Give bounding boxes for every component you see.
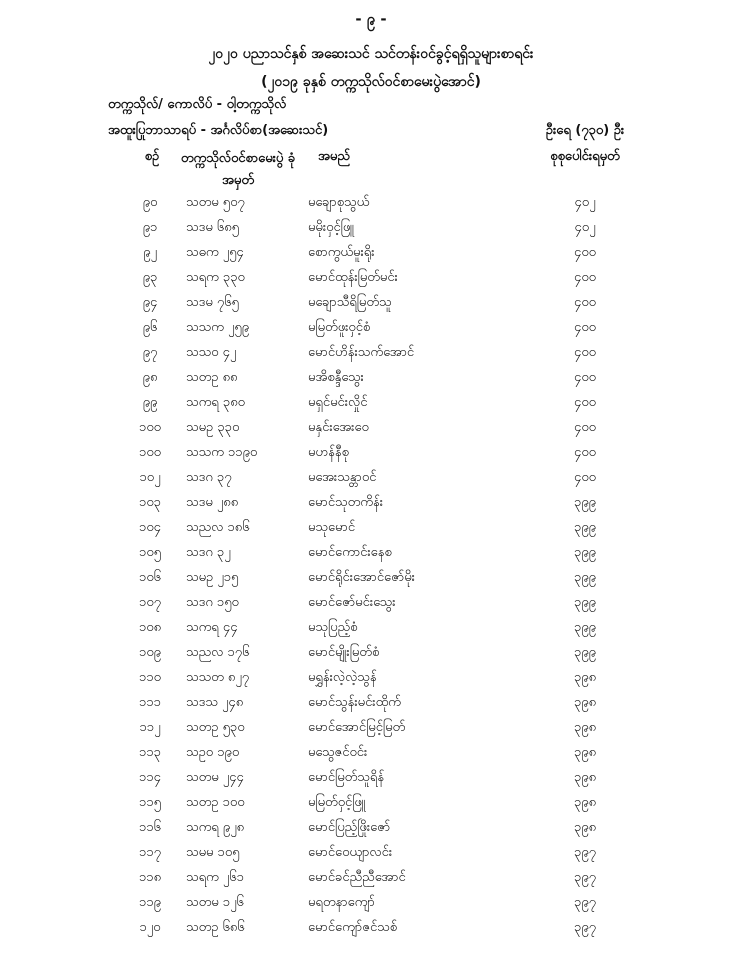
- row-student-name: မသွေဇင်ဝင်း: [308, 745, 368, 760]
- row-serial-number: ၉၇: [142, 345, 158, 360]
- table-row: [0, 894, 742, 919]
- row-student-name: မချောသီရိမြတ်သူ: [308, 295, 392, 310]
- table-row: [0, 369, 742, 394]
- row-total-score: ၄၀၀: [574, 345, 596, 360]
- major-subject-line: အထူးပြုဘာသာရပ် - အင်္ဂလိပ်စာ(အဆေးသင်): [108, 123, 329, 138]
- row-serial-number: ၁၁၄: [139, 770, 161, 785]
- row-serial-number: ၁၀၀: [139, 420, 161, 435]
- row-serial-number: ၁၁၇: [139, 845, 161, 860]
- table-row: [0, 244, 742, 269]
- row-serial-number: ၉၃: [142, 270, 158, 285]
- row-roll-number: သရက ၃၃၀: [186, 270, 245, 285]
- row-total-score: ၄၀၂: [574, 220, 596, 235]
- table-row: [0, 519, 742, 544]
- document-subtitle: (၂၀၁၉ ခုနှစ် တက္ကသိုလ်ဝင်စာမေးပွဲအောင်): [261, 74, 481, 90]
- row-roll-number: သဒဂ ၃၂: [186, 545, 231, 560]
- row-total-score: ၃၉၉: [574, 620, 596, 635]
- row-roll-number: သသဝ ၄၂: [186, 345, 237, 360]
- row-roll-number: သတမ ၂၄၄: [186, 770, 244, 785]
- row-roll-number: သကရ ၄၄: [186, 620, 238, 635]
- row-roll-number: သကရ ၉၂၈: [186, 820, 245, 835]
- row-student-name: မဟန်နီစု: [308, 445, 349, 460]
- row-student-name: မအိစန္ဒီသွေး: [308, 370, 364, 385]
- row-total-score: ၃၉၇: [574, 895, 596, 910]
- row-roll-number: သဒမ ၂၈၈: [186, 495, 239, 510]
- table-row: [0, 444, 742, 469]
- row-student-name: မောင်သွန်းမင်းထိုက်: [308, 695, 401, 710]
- row-roll-number: သမမ ၁၀၅: [186, 845, 240, 860]
- row-serial-number: ၁၁၅: [139, 795, 161, 810]
- row-serial-number: ၁၁၆: [139, 820, 161, 835]
- row-serial-number: ၁၀၂: [139, 470, 161, 485]
- table-row: [0, 594, 742, 619]
- student-list: [0, 194, 742, 944]
- table-row: [0, 619, 742, 644]
- table-row: [0, 669, 742, 694]
- row-serial-number: ၉၄: [142, 295, 158, 310]
- table-row: [0, 869, 742, 894]
- row-roll-number: သတမ ၁၂၆: [186, 895, 244, 910]
- row-total-score: ၄၀၀: [574, 420, 596, 435]
- page-number: - ၉ -: [355, 10, 387, 28]
- row-student-name: မရွှန်းလဲ့လဲ့သွန်: [308, 670, 377, 685]
- row-student-name: မရှင်မင်းလှိုင်: [308, 395, 368, 410]
- table-row: [0, 494, 742, 519]
- row-roll-number: သဒသ ၂၄၈: [186, 695, 244, 710]
- row-student-name: မောင်ကောင်းနေစ: [308, 545, 392, 560]
- table-row: [0, 419, 742, 444]
- row-total-score: ၄၀၀: [574, 245, 596, 260]
- row-serial-number: ၁၁၀: [139, 670, 161, 685]
- row-student-name: မောင်ပြည့်ဖြိုးဇော်: [308, 820, 391, 835]
- row-roll-number: သညလ ၁၈၆: [186, 520, 250, 535]
- row-serial-number: ၉၉: [142, 395, 158, 410]
- row-serial-number: ၁၁၃: [139, 745, 161, 760]
- row-roll-number: သဒမ ၇၆၅: [186, 295, 239, 310]
- row-student-name: မမြတ်ဖူးဝှင့်စံ: [308, 320, 371, 335]
- row-serial-number: ၉၈: [142, 370, 158, 385]
- table-row: [0, 544, 742, 569]
- row-total-score: ၃၉၇: [574, 920, 596, 935]
- row-roll-number: သဥဝ ၁၉၀: [186, 745, 240, 760]
- row-total-score: ၃၉၉: [574, 520, 596, 535]
- row-student-name: မောင်ထုန်းမြတ်မင်း: [308, 270, 398, 285]
- row-student-name: စောကွယ်မူးရိုး: [308, 245, 375, 260]
- row-student-name: မောင်ရိုင်းအောင်ဇော်မိုး: [308, 570, 415, 585]
- row-total-score: ၃၉၈: [573, 695, 597, 710]
- row-serial-number: ၉၀: [142, 195, 158, 210]
- document-title: ၂၀၂၀ ပညာသင်နှစ် အဆေးသင် သင်တန်းဝင်ခွင့်ရရှိသူများစာရင်း: [208, 46, 534, 62]
- table-row: [0, 819, 742, 844]
- table-row: [0, 569, 742, 594]
- row-total-score: ၃၉၈: [573, 670, 597, 685]
- row-student-name: မောင်ဝေယျာလင်း: [308, 845, 393, 860]
- row-student-name: မရတနာကျော်: [308, 895, 375, 910]
- row-total-score: ၄၀၀: [574, 395, 596, 410]
- row-student-name: မအေးသန္တာဝင်: [308, 470, 377, 485]
- row-serial-number: ၁၀၆: [139, 570, 161, 585]
- row-serial-number: ၁၀၇: [139, 595, 161, 610]
- table-row: [0, 644, 742, 669]
- table-row: [0, 294, 742, 319]
- row-student-name: မသုမောင်: [308, 520, 356, 535]
- table-row: [0, 269, 742, 294]
- row-roll-number: သတဥ ၆၈၆: [186, 920, 245, 935]
- table-row: [0, 794, 742, 819]
- row-serial-number: ၁၁၁: [139, 695, 161, 710]
- row-roll-number: သဒဂ ၃၇: [186, 470, 232, 485]
- header-roll-number: တက္ကသိုလ်ဝင်စာမေးပွဲ ခုံအမှတ်: [180, 151, 296, 188]
- table-row: [0, 469, 742, 494]
- row-roll-number: သမဥ ၃၃၀: [186, 420, 240, 435]
- row-student-name: မနှင်းအေးဝေ: [308, 420, 369, 435]
- headcount-label: ဦးရေ (၇၃၀) ဦး: [545, 123, 625, 138]
- table-row: [0, 694, 742, 719]
- table-row: [0, 719, 742, 744]
- row-total-score: ၃၉၈: [573, 770, 597, 785]
- row-total-score: ၃၉၉: [574, 545, 596, 560]
- row-total-score: ၄၀၀: [574, 445, 596, 460]
- row-roll-number: သဒဂ ၁၅၀: [186, 595, 239, 610]
- row-total-score: ၄၀၀: [574, 470, 596, 485]
- row-roll-number: သသတ ၈၂၇: [186, 670, 250, 685]
- table-row: [0, 194, 742, 219]
- row-student-name: မောင်ကျော်ဇင်သစ်: [308, 920, 398, 935]
- row-total-score: ၄၀၀: [574, 270, 596, 285]
- row-total-score: ၄၀၂: [574, 195, 596, 210]
- row-total-score: ၄၀၀: [574, 295, 596, 310]
- row-roll-number: သသက ၂၅၉: [186, 320, 250, 335]
- row-serial-number: ၁၁၂: [139, 720, 161, 735]
- table-row: [0, 344, 742, 369]
- row-roll-number: သသက ၁၁၉၀: [186, 445, 258, 460]
- row-serial-number: ၁၁၈: [138, 870, 162, 885]
- row-total-score: ၃၉၉: [574, 495, 596, 510]
- row-roll-number: သညလ ၁၇၆: [186, 645, 250, 660]
- row-serial-number: ၁၀၀: [139, 445, 161, 460]
- header-total-score: စုစုပေါင်းရမှတ်: [550, 149, 620, 164]
- row-student-name: မောင်မြတ်သူရိန်: [308, 770, 385, 785]
- row-total-score: ၃၉၈: [573, 745, 597, 760]
- row-student-name: မောင်ဟိန်းသက်အောင်: [308, 345, 415, 360]
- table-row: [0, 744, 742, 769]
- table-row: [0, 844, 742, 869]
- row-roll-number: သတဥ ၅၃၀: [186, 720, 245, 735]
- row-total-score: ၃၉၉: [574, 570, 596, 585]
- row-serial-number: ၁၀၉: [139, 645, 161, 660]
- row-total-score: ၃၉၉: [574, 595, 596, 610]
- university-line: တက္ကသိုလ်/ ကောလိပ် - ဝါ့တက္ကသိုလ်: [108, 97, 287, 112]
- table-row: [0, 919, 742, 944]
- header-name: အမည်: [318, 149, 350, 164]
- row-student-name: မမိုးဝှင့်ဖြူ: [308, 220, 355, 235]
- row-total-score: ၃၉၇: [574, 870, 596, 885]
- row-roll-number: သတမ ၅၀၇: [186, 195, 245, 210]
- row-total-score: ၄၀၀: [574, 320, 596, 335]
- row-student-name: မောင်မျိုးမြတ်စံ: [308, 645, 380, 660]
- row-roll-number: သတဥ ၁၀၀: [186, 795, 245, 810]
- row-total-score: ၃၉၇: [574, 845, 596, 860]
- row-serial-number: ၁၀၈: [138, 620, 162, 635]
- row-serial-number: ၁၀၄: [139, 520, 161, 535]
- row-total-score: ၃၉၈: [573, 820, 597, 835]
- row-serial-number: ၉၂: [143, 245, 157, 260]
- table-row: [0, 769, 742, 794]
- row-serial-number: ၁၀၃: [139, 495, 161, 510]
- row-roll-number: သတဥ ၈၈: [186, 370, 238, 385]
- row-student-name: မောင်အောင်မြင့်မြတ်: [308, 720, 406, 735]
- row-total-score: ၃၉၈: [573, 795, 597, 810]
- row-total-score: ၃၉၉: [574, 645, 596, 660]
- row-serial-number: ၉၁: [142, 220, 158, 235]
- row-total-score: ၃၉၈: [573, 720, 597, 735]
- row-student-name: မောင်သုတကိန်း: [308, 495, 384, 510]
- row-roll-number: သကရ ၃၈၀: [186, 395, 245, 410]
- row-serial-number: ၁၁၉: [139, 895, 161, 910]
- table-row: [0, 394, 742, 419]
- row-student-name: မချောစုသွယ်: [308, 195, 370, 210]
- row-roll-number: သဒမ ၆၈၅: [186, 220, 239, 235]
- header-serial-number: စဉ်: [144, 149, 160, 164]
- row-total-score: ၄၀၀: [574, 370, 596, 385]
- row-serial-number: ၁၀၅: [139, 545, 161, 560]
- row-roll-number: သမဥ ၂၁၅: [186, 570, 239, 585]
- row-serial-number: ၉၆: [142, 320, 158, 335]
- row-student-name: မမြတ်ဝှင့်ဖြူ: [308, 795, 366, 810]
- table-row: [0, 219, 742, 244]
- table-row: [0, 319, 742, 344]
- row-roll-number: သရက ၂၆၁: [186, 870, 244, 885]
- row-serial-number: ၁၂၀: [139, 920, 161, 935]
- row-student-name: မသုပြည့်စံ: [308, 620, 358, 635]
- row-student-name: မောင်ခင်ညီညီအောင်: [308, 870, 406, 885]
- row-student-name: မောင်ဇော်မင်းသွေး: [308, 595, 396, 610]
- row-roll-number: သဓက ၂၅၄: [186, 245, 244, 260]
